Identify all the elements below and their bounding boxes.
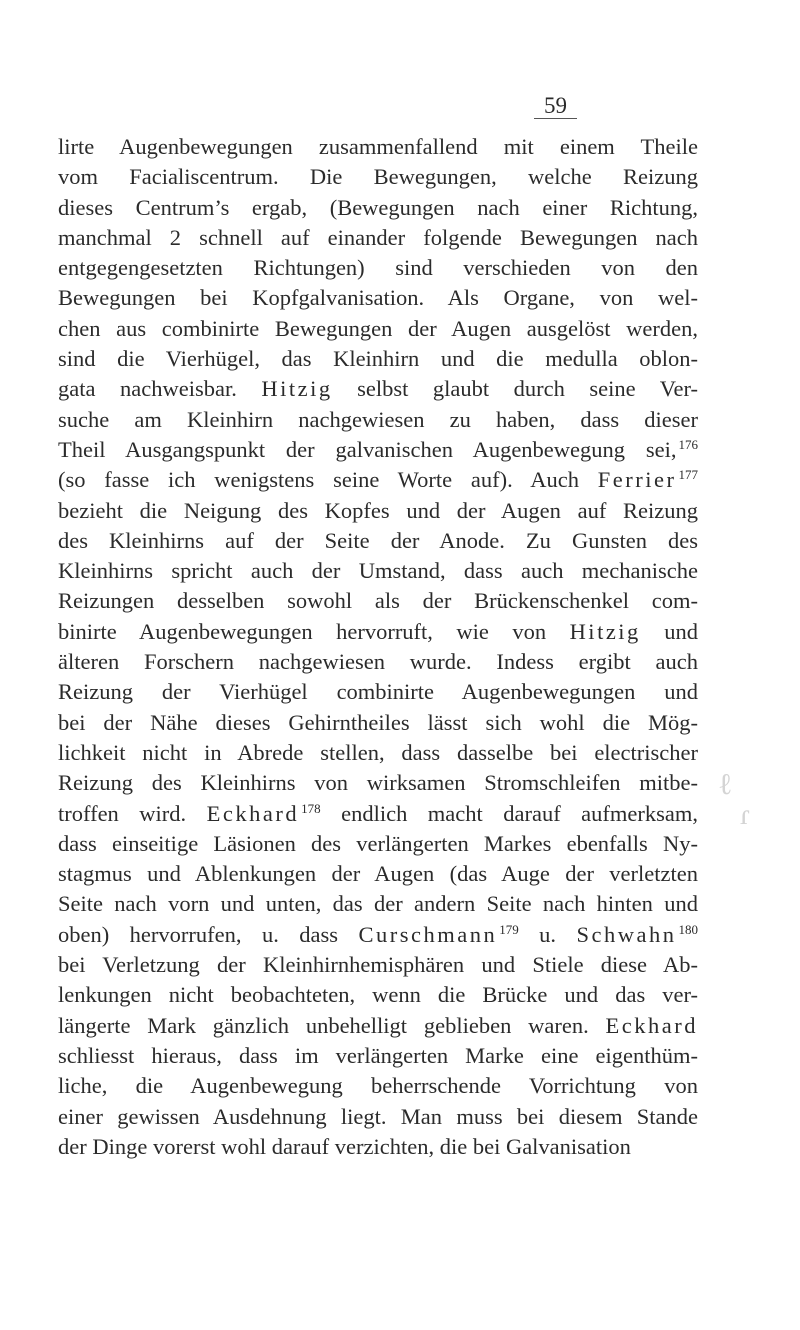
text-line: bezieht die Neigung des Kopfes und der Augen auf Reizung [58, 497, 698, 523]
text-line: bei der Nähe dieses Gehirntheiles lässt sich wohl die Mög- [58, 709, 698, 735]
text-line: der Dinge vorerst wohl darauf verzichten, die bei Galvanisation [58, 1133, 631, 1159]
text-line [58, 617, 698, 647]
footnote-ref: 180 [678, 921, 698, 937]
text-segment: u. [539, 921, 557, 947]
text-line: schliesst hieraus, dass im verlängerten Marke eine eigenthüm- [58, 1042, 698, 1068]
text-segment: und [664, 618, 699, 644]
footnote-ref: 176 [678, 436, 698, 452]
author-name: Hitzig [569, 618, 641, 644]
text-line: liche, die Augenbewegung beherrschende Vorrichtung von [58, 1073, 698, 1099]
text-line: chen aus combinirte Bewegungen der Augen ausgelöst werden, [58, 315, 698, 341]
text-segment: gata nachweisbar. [58, 376, 237, 402]
text-line: Reizung des Kleinhirns von wirksamen Stromschleifen mitbe- [58, 770, 698, 796]
text-line: sind die Vierhügel, das Kleinhirn und die medulla oblon- [58, 346, 698, 372]
text-segment: selbst glaubt durch seine Ver- [357, 376, 698, 402]
text-line: bei Verletzung der Kleinhirnhemisphären und Stiele diese Ab- [58, 952, 698, 978]
footnote-ref: 178 [301, 800, 321, 816]
author-name: Ferrier [597, 467, 677, 493]
text-line [58, 465, 698, 495]
body-text [58, 132, 698, 1162]
footnote-ref: 177 [678, 467, 698, 483]
bleed-through-mark: ℓ [718, 768, 733, 801]
text-line: einer gewissen Ausdehnung liegt. Man muss bei diesem Stande [58, 1103, 698, 1129]
author-name: Schwahn [576, 921, 677, 947]
text-line [58, 1011, 698, 1041]
page-number: 59 [534, 94, 577, 119]
author-name: Hitzig [261, 376, 333, 402]
text-line: suche am Kleinhirn nachgewiesen zu haben, dass dieser [58, 406, 698, 432]
author-name: Curschmann [358, 921, 498, 947]
text-line: Seite nach vorn und unten, das der andern Seite nach hinten und [58, 891, 698, 917]
text-line: älteren Forschern nachgewiesen wurde. Indess ergibt auch [58, 649, 698, 675]
text-segment: oben) hervorrufen, u. dass [58, 921, 339, 947]
footnote-ref: 179 [499, 921, 519, 937]
bleed-through-mark: ɾ [740, 798, 750, 831]
text-line: entgegengesetzten Richtungen) sind verschieden von den [58, 255, 698, 281]
text-line: Kleinhirns spricht auch der Umstand, dass auch mechanische [58, 558, 698, 584]
text-segment: binirte Augenbewegungen hervorruft, wie von [58, 618, 547, 644]
text-segment: längerte Mark gänzlich unbehelligt geblieben waren. [58, 1012, 589, 1038]
text-segment: troffen wird. [58, 800, 187, 826]
text-line: lirte Augenbewegungen zusammenfallend mit einem Theile [58, 134, 698, 159]
text-line: stagmus und Ablenkungen der Augen (das Auge der verletzten [58, 861, 698, 887]
text-line: manchmal 2 schnell auf einander folgende Bewegungen nach [58, 224, 698, 250]
text-line: dieses Centrum’s ergab, (Bewegungen nach einer Richtung, [58, 194, 698, 220]
text-line [58, 799, 698, 829]
text-line: des Kleinhirns auf der Seite der Anode. Zu Gunsten des [58, 527, 698, 553]
text-segment: (so fasse ich wenigstens seine Worte auf). Auch [58, 467, 579, 493]
text-line: Bewegungen bei Kopfgalvanisation. Als Organe, von wel- [58, 285, 698, 311]
text-line: lichkeit nicht in Abrede stellen, dass dasselbe bei electrischer [58, 739, 698, 765]
text-line: dass einseitige Läsionen des verlängerten Markes ebenfalls Ny- [58, 830, 698, 856]
text-segment: Theil Ausgangspunkt der galvanischen Augenbewegung sei, [58, 436, 677, 462]
text-segment: endlich macht darauf aufmerksam, [341, 800, 699, 826]
author-name: Eckhard [605, 1012, 698, 1038]
text-line [58, 920, 698, 950]
text-line [58, 435, 698, 465]
author-name: Eckhard [206, 800, 300, 826]
text-line: vom Facialiscentrum. Die Bewegungen, welche Reizung [58, 164, 698, 190]
text-line [58, 374, 698, 404]
text-line: Reizung der Vierhügel combinirte Augenbewegungen und [58, 679, 698, 705]
text-line: Reizungen desselben sowohl als der Brückenschenkel com- [58, 588, 698, 614]
text-line: lenkungen nicht beobachteten, wenn die Brücke und das ver- [58, 982, 698, 1008]
